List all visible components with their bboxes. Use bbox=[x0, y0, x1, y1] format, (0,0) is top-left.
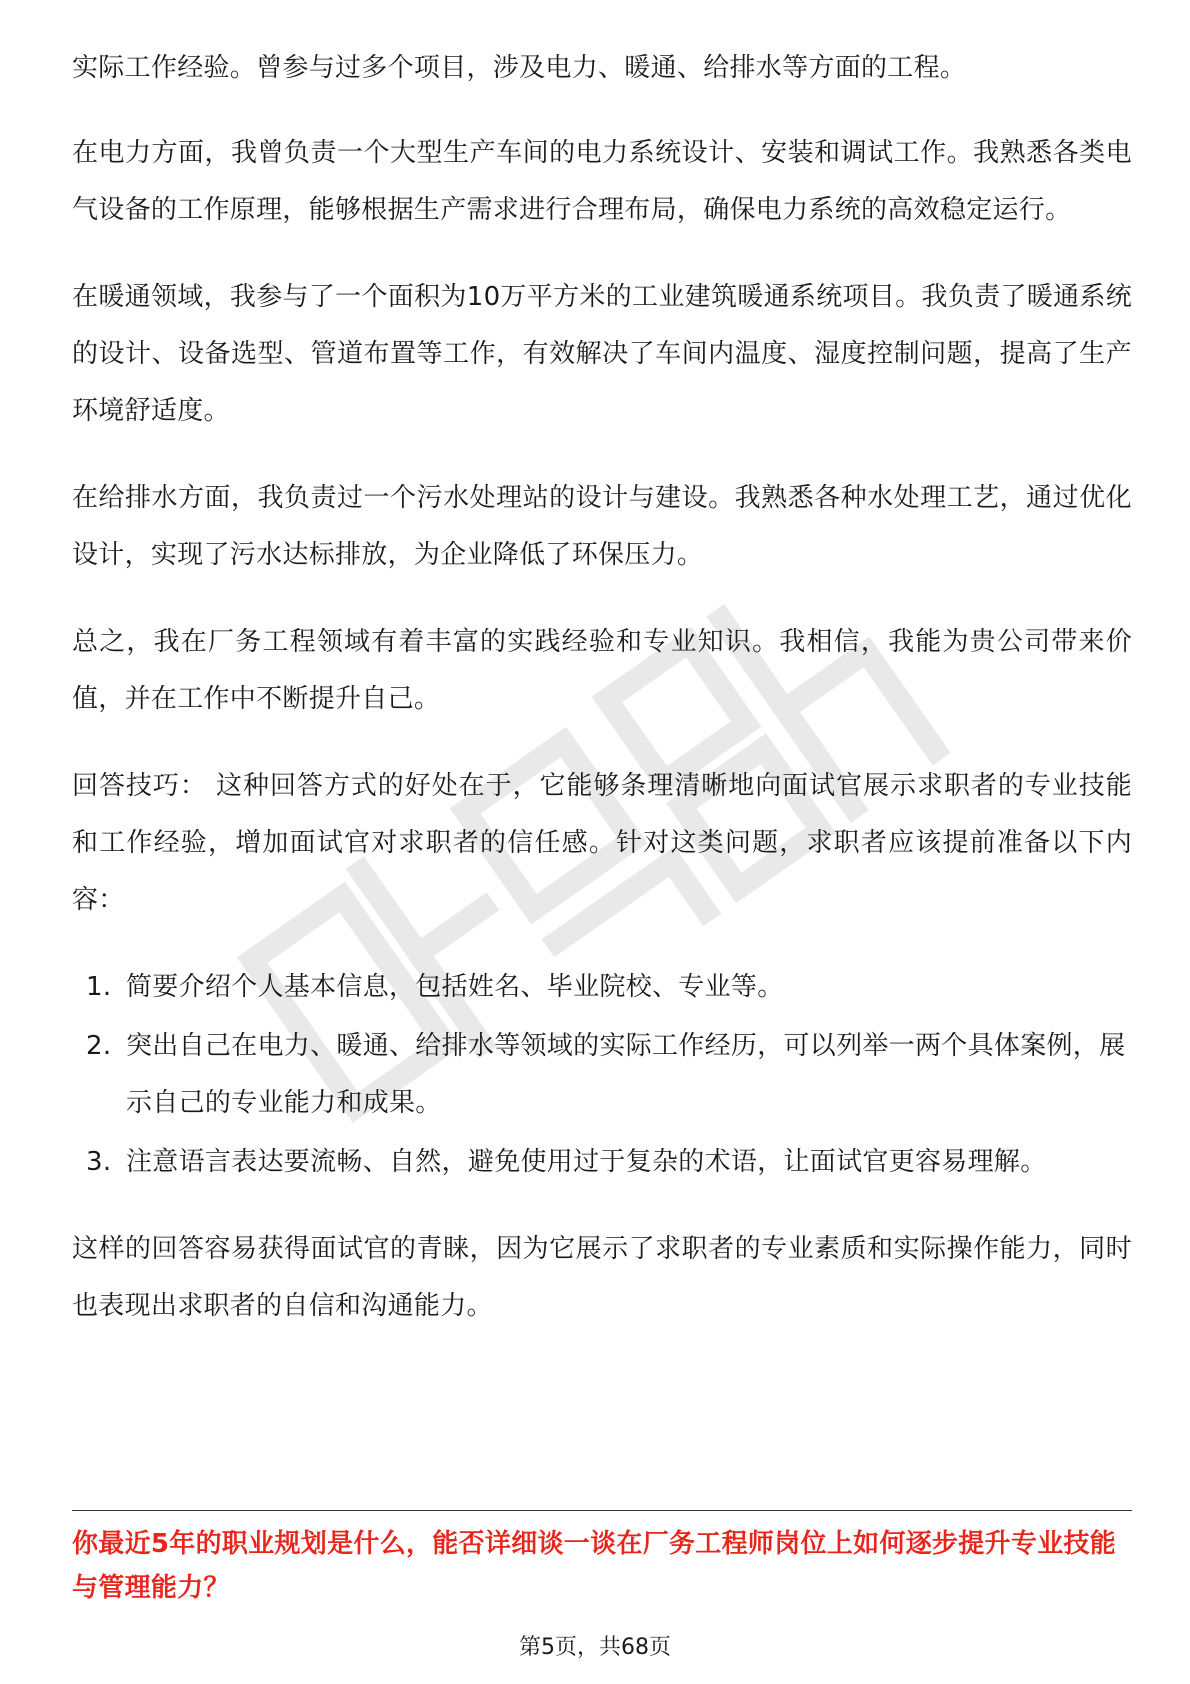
list-item bbox=[72, 959, 1132, 1016]
paragraph-summary: 总之，我在厂务工程领域有着丰富的实践经验和专业知识。我相信，我能为贵公司带来价值，并在工作中不断提升自己。 bbox=[72, 627, 1132, 714]
list-item-text: 注意语言表达要流畅、自然，避免使用过于复杂的术语，让面试官更容易理解。 bbox=[126, 1147, 1047, 1177]
tips-list bbox=[72, 959, 1132, 1191]
paragraph-electrical: 在电力方面，我曾负责一个大型生产车间的电力系统设计、安装和调试工作。我熟悉各类电气设备的工作原理，能够根据生产需求进行合理布局，确保电力系统的高效稳定运行。 bbox=[72, 138, 1132, 225]
document-body bbox=[72, 40, 1132, 1365]
paragraph-closing: 这样的回答容易获得面试官的青睐，因为它展示了求职者的专业素质和实际操作能力，同时也表现出求职者的自信和沟通能力。 bbox=[72, 1234, 1132, 1321]
list-item-text: 简要介绍个人基本信息，包括姓名、毕业院校、专业等。 bbox=[126, 972, 784, 1002]
list-item-number: 1. bbox=[86, 972, 112, 1002]
paragraph-hvac: 在暖通领域，我参与了一个面积为10万平方米的工业建筑暖通系统项目。我负责了暖通系统的设计、设备选型、管道布置等工作，有效解决了车间内温度、湿度控制问题，提高了生产环境舒适度。 bbox=[72, 282, 1132, 426]
paragraph-answer-tips: 回答技巧： 这种回答方式的好处在于，它能够条理清晰地向面试官展示求职者的专业技能和工作经验，增加面试官对求职者的信任感。针对这类问题，求职者应该提前准备以下内容： bbox=[72, 771, 1132, 915]
list-item bbox=[72, 1018, 1132, 1132]
list-item-text: 突出自己在电力、暖通、给排水等领域的实际工作经历，可以列举一两个具体案例，展示自己的专业能力和成果。 bbox=[126, 1031, 1126, 1118]
paragraph-plumbing: 在给排水方面，我负责过一个污水处理站的设计与建设。我熟悉各种水处理工艺，通过优化设计，实现了污水达标排放，为企业降低了环保压力。 bbox=[72, 483, 1132, 570]
list-item-number: 3. bbox=[86, 1147, 112, 1177]
paragraph-experience-intro: 实际工作经验。曾参与过多个项目，涉及电力、暖通、给排水等方面的工程。 bbox=[72, 53, 967, 83]
page-number-footer: 第5页，共68页 bbox=[519, 1635, 671, 1660]
list-item-number: 2. bbox=[86, 1031, 112, 1061]
list-item bbox=[72, 1134, 1132, 1191]
section-divider bbox=[72, 1510, 1132, 1511]
next-question-heading: 你最近5年的职业规划是什么，能否详细谈一谈在厂务工程师岗位上如何逐步提升专业技能与管理能力？ bbox=[72, 1529, 1117, 1603]
